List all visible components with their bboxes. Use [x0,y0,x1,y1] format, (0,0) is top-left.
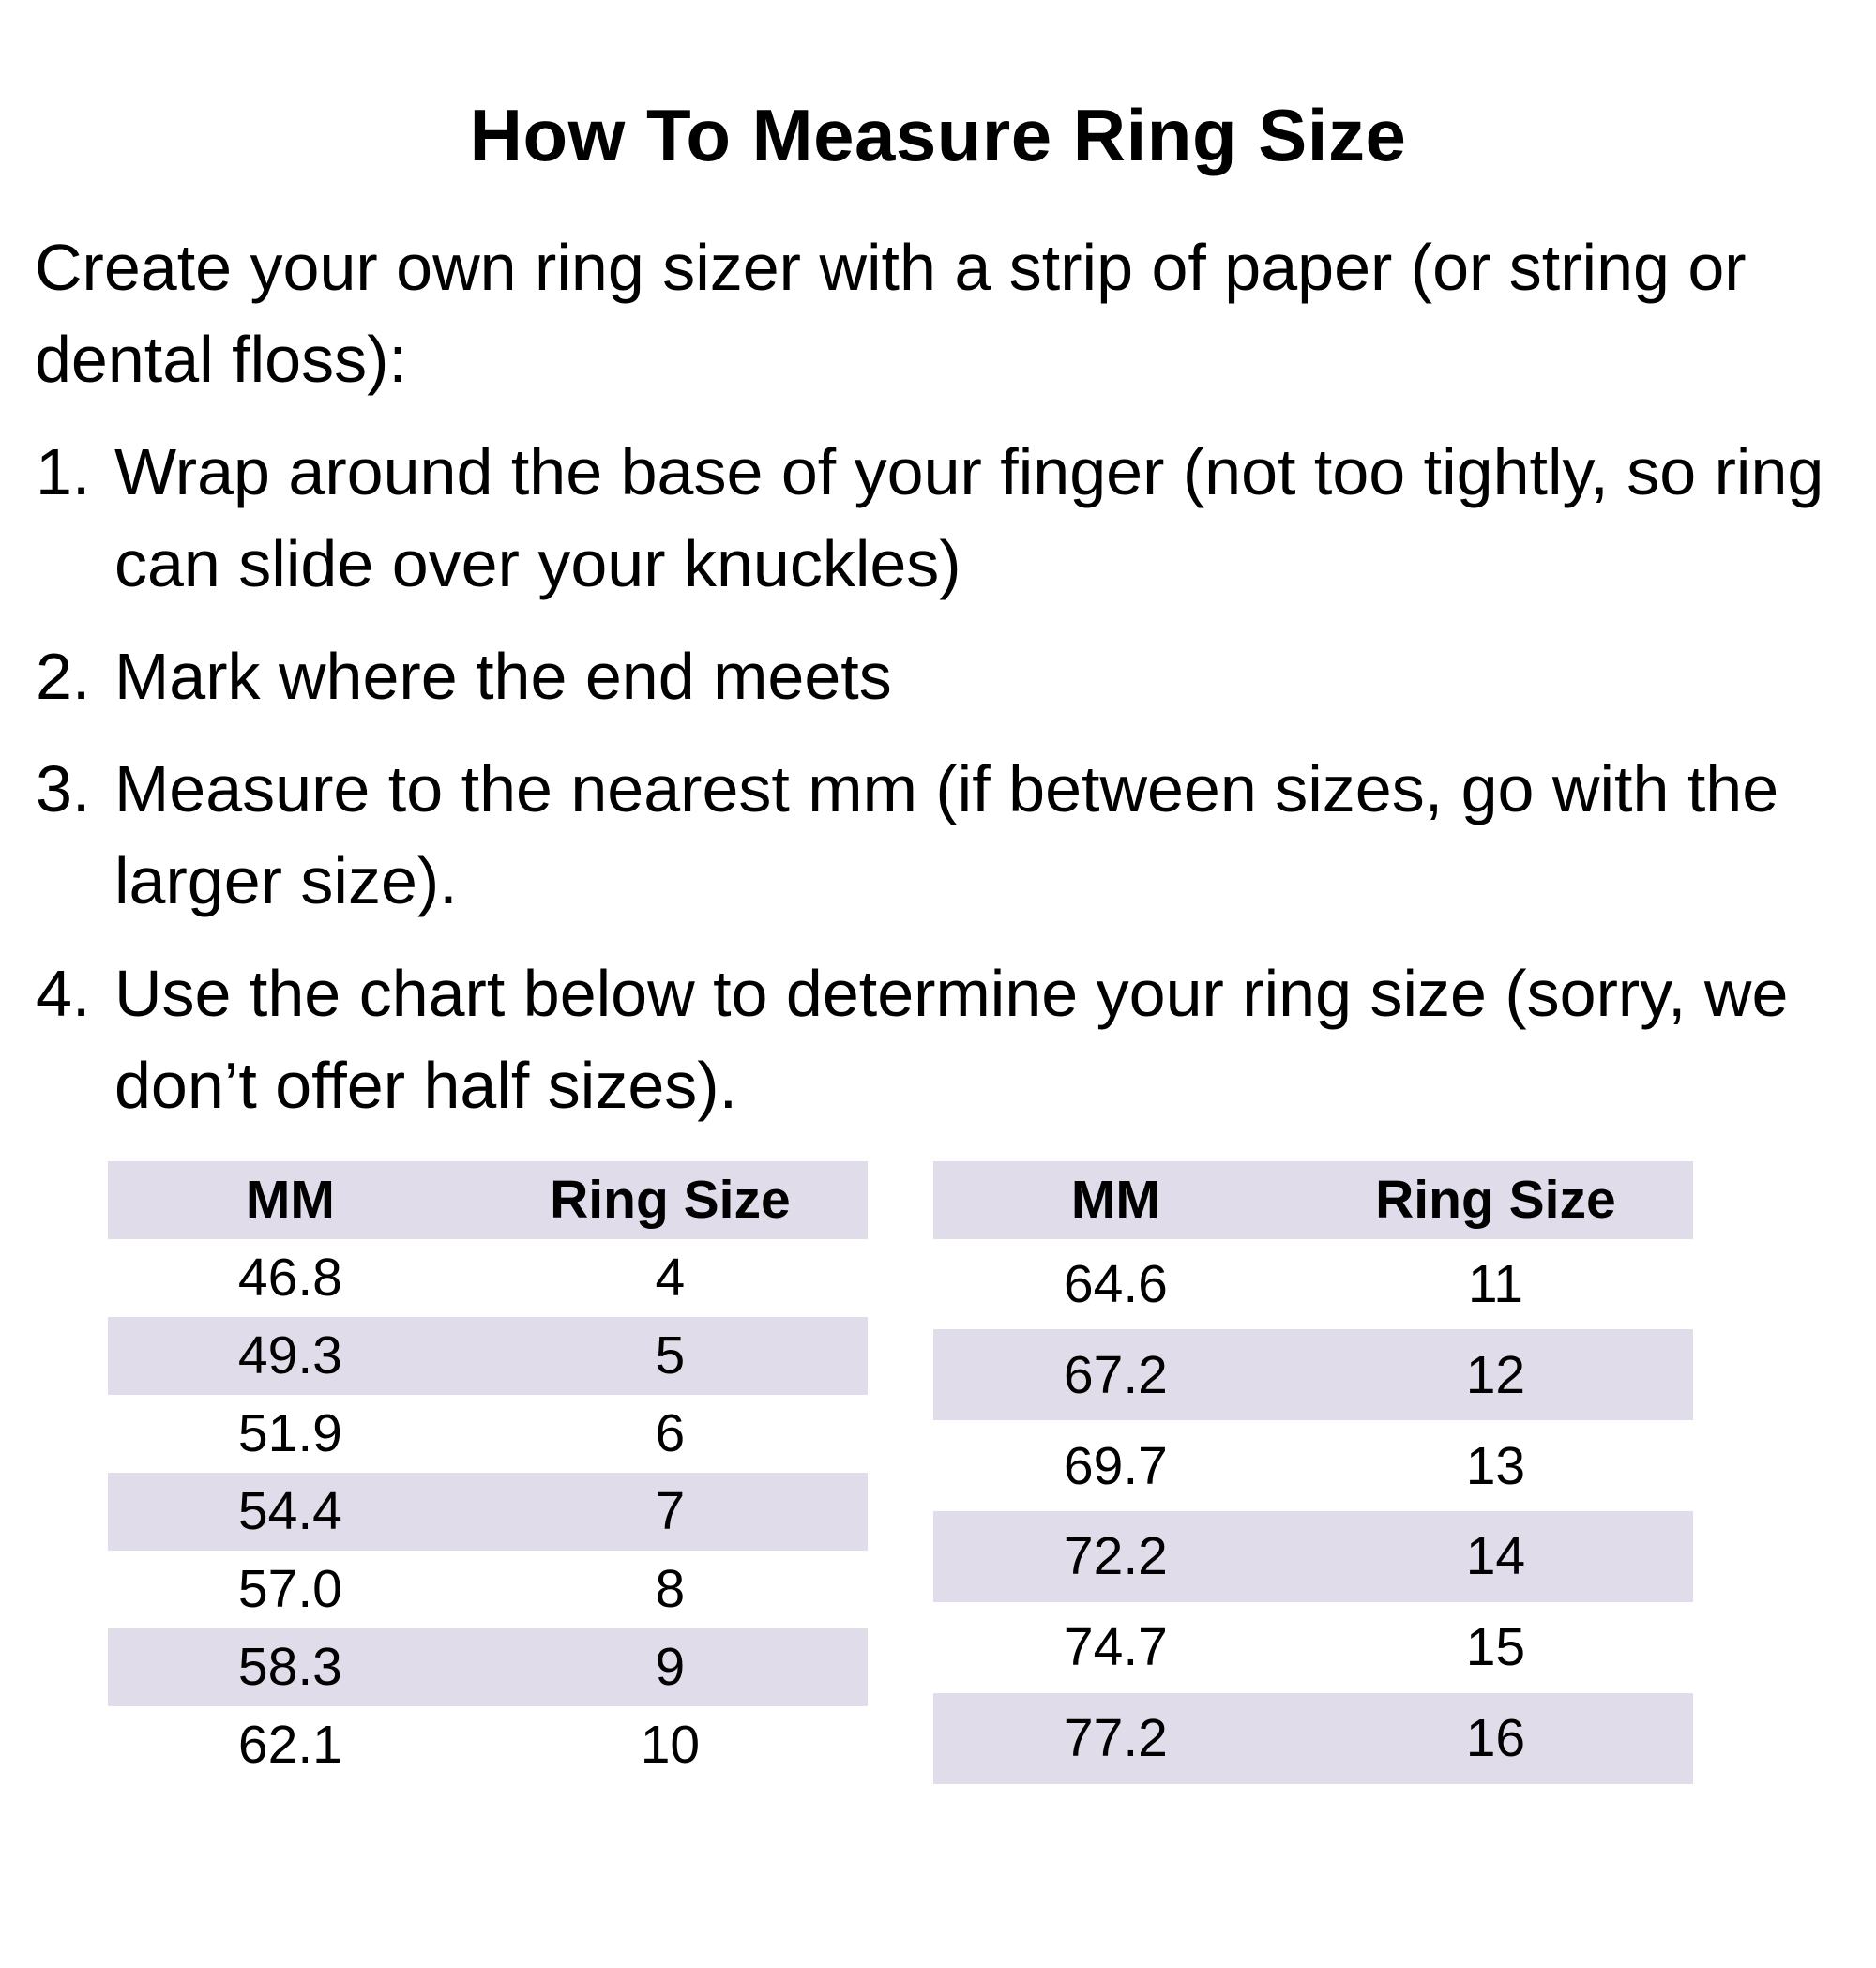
ring-size-value: 15 [1465,1617,1526,1678]
ring-size-value: 4 [655,1248,686,1309]
step-number: 1. [36,434,91,508]
table-row [108,1473,868,1551]
mm-value: 58.3 [237,1637,342,1698]
ring-size-column-header: Ring Size [1375,1170,1616,1231]
table-row [933,1511,1693,1602]
ring-size-value: 6 [655,1403,686,1464]
ring-size-value: 13 [1465,1435,1526,1496]
step-item-2 [0,630,1867,722]
step-number: 2. [36,639,91,713]
intro-text: Create your own ring sizer with a strip of paper (or string or dental floss): [35,230,1747,396]
step-number: 3. [36,751,91,825]
table-row [108,1628,868,1706]
step-text: Mark where the end meets [114,639,892,713]
table-row [933,1420,1693,1511]
mm-value: 69.7 [1063,1435,1168,1496]
table-row [933,1602,1693,1693]
ring-size-guide [0,92,1876,1784]
ring-size-value: 16 [1465,1708,1526,1769]
table-row [933,1239,1693,1330]
mm-value: 57.0 [237,1559,342,1620]
mm-value: 62.1 [237,1715,342,1776]
mm-value: 51.9 [237,1403,342,1464]
table-row [108,1551,868,1628]
mm-column-header: MM [1070,1170,1160,1231]
mm-value: 77.2 [1063,1708,1168,1769]
table-row [108,1239,868,1317]
ring-size-value: 8 [655,1559,686,1620]
mm-column-header: MM [245,1170,335,1231]
steps-list [0,426,1876,1131]
mm-value: 72.2 [1063,1526,1168,1587]
mm-value: 64.6 [1063,1254,1168,1314]
mm-value: 49.3 [237,1325,342,1386]
step-text: Measure to the nearest mm (if between sizes, go with the larger size). [114,751,1779,917]
table-row [933,1693,1693,1784]
ring-size-value: 12 [1465,1344,1526,1405]
table-header-row [933,1161,1693,1239]
ring-size-value: 9 [655,1637,686,1698]
size-charts [108,1161,1876,1784]
step-number: 4. [36,956,91,1030]
ring-size-value: 10 [640,1715,701,1776]
ring-size-value: 11 [1467,1254,1523,1314]
mm-value: 54.4 [237,1481,342,1542]
table-row [108,1317,868,1395]
size-chart-left [108,1161,868,1784]
table-row [933,1329,1693,1420]
step-item-4 [0,947,1867,1131]
step-text: Use the chart below to determine your ring size (sorry, we don’t offer half sizes). [114,956,1789,1122]
ring-size-value: 7 [655,1481,686,1542]
ring-size-column-header: Ring Size [550,1170,791,1231]
ring-size-value: 5 [655,1325,686,1386]
table-row [108,1706,868,1784]
ring-size-value: 14 [1465,1526,1526,1587]
size-chart-right [933,1161,1693,1784]
mm-value: 67.2 [1063,1344,1168,1405]
mm-value: 46.8 [237,1248,342,1309]
table-header-row [108,1161,868,1239]
step-item-3 [0,743,1867,927]
page-title: How To Measure Ring Size [469,94,1407,176]
step-text: Wrap around the base of your finger (not too tightly, so ring can slide over your knuckles) [114,434,1824,600]
table-row [108,1395,868,1473]
step-item-1 [0,426,1867,610]
mm-value: 74.7 [1063,1617,1168,1678]
